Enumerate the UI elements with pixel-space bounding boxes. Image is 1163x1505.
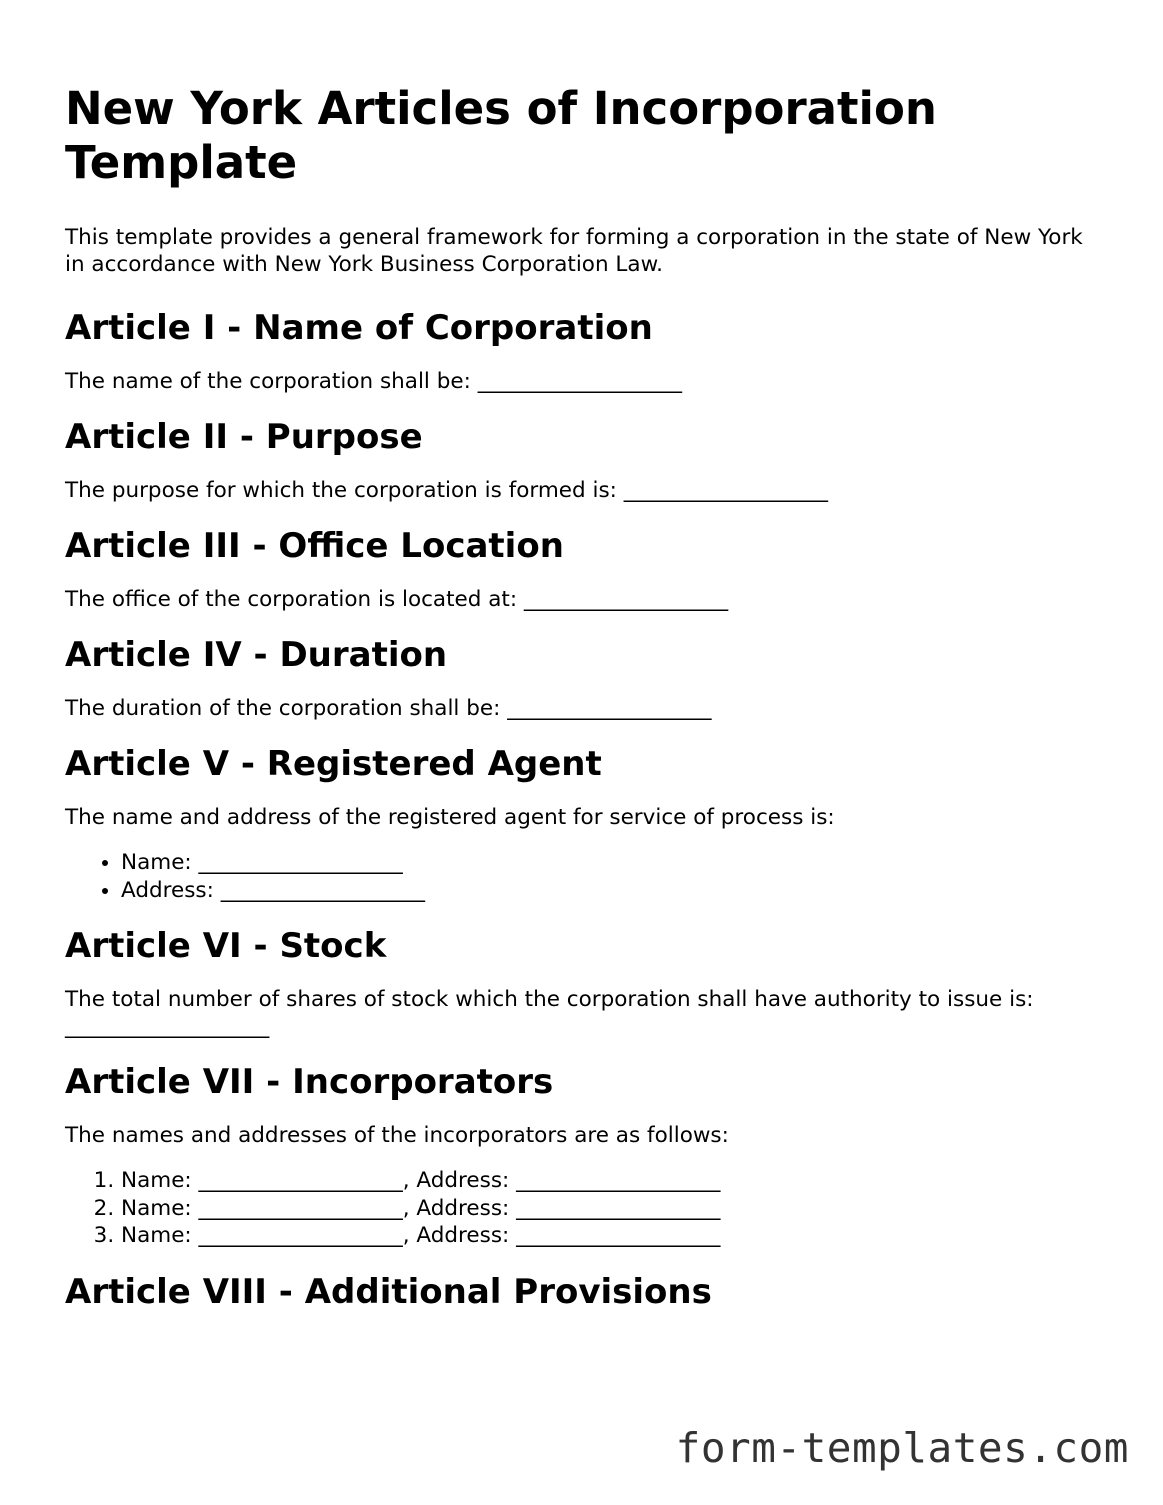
list-item: 2. Name: ___________________, Address: ___________________ <box>121 1195 1105 1223</box>
article-8-heading: Article VIII - Additional Provisions <box>65 1271 712 1312</box>
article-5-heading: Article V - Registered Agent <box>65 744 602 784</box>
list-item: • Name: ___________________ <box>121 849 1105 877</box>
article-2-heading: Article II - Purpose <box>65 417 423 457</box>
article-6-heading: Article VI - Stock <box>65 926 387 966</box>
list-item: • Address: ___________________ <box>121 877 1105 905</box>
article-4-heading: Article IV - Duration <box>65 635 448 675</box>
article-3-text: The office of the corporation is located at: ___________________ <box>65 587 729 612</box>
page-title: New York Articles of Incorporation Template <box>65 82 937 189</box>
article-7-text: The names and addresses of the incorporators are as follows: <box>65 1123 729 1148</box>
watermark: form-templates.com <box>675 1424 1129 1472</box>
article-1-heading: Article I - Name of Corporation <box>65 308 653 348</box>
article-5-text: The name and address of the registered agent for service of process is: <box>65 805 835 830</box>
article-4-text: The duration of the corporation shall be: ___________________ <box>65 696 712 721</box>
article-2-text: The purpose for which the corporation is formed is: ___________________ <box>65 478 828 503</box>
registered-agent-list <box>65 849 1105 904</box>
article-1-text: The name of the corporation shall be: ___________________ <box>65 369 682 394</box>
document-page <box>65 82 1105 1332</box>
article-6-text: The total number of shares of stock which the corporation shall have authority to issue is: ___________________ <box>65 987 1034 1039</box>
article-7-heading: Article VII - Incorporators <box>65 1062 554 1102</box>
incorporators-list <box>65 1167 1105 1250</box>
article-3-heading: Article III - Office Location <box>65 526 564 566</box>
list-item: 3. Name: ___________________, Address: ___________________ <box>121 1222 1105 1250</box>
list-item: 1. Name: ___________________, Address: ___________________ <box>121 1167 1105 1195</box>
intro-paragraph: This template provides a general framework for forming a corporation in the state of New York in accordance with New York Business Corporation Law. <box>65 225 1083 277</box>
